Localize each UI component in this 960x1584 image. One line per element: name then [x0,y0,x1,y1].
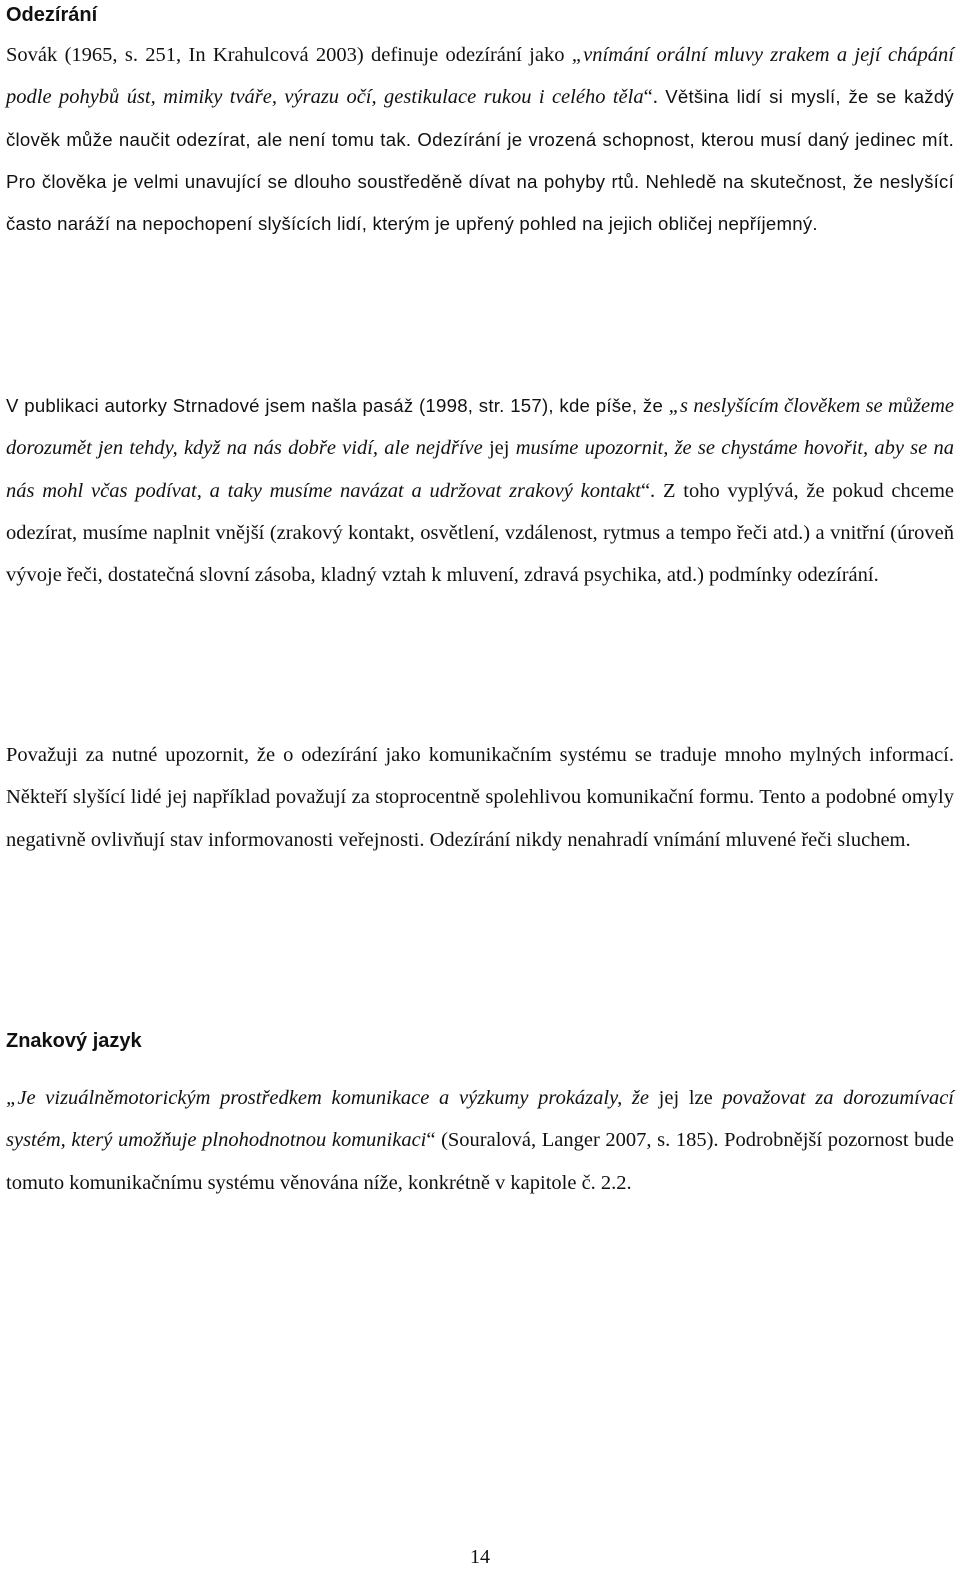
paragraph-segment-quote: „Je vizuálněmotorickým prostředkem komunikace a výzkumy prokázaly, že [6,1087,659,1109]
paragraph-segment: jej [488,437,516,460]
paragraph-odezirani-definition [6,34,954,245]
paragraph-segment: jej lze [658,1087,723,1109]
paragraph-misconceptions [6,734,954,861]
paragraph-segment: Většina lidí si myslí, že se každý člověk může naučit odezírat, ale není tomu tak. Odezírání je vrozená schopnost, kterou musí daný jedinec mít. Pro člověka je velmi unavující se dlouho soustředěně dívat na pohyby rtů. Nehledě na skutečnost, že neslyšící často naráží na nepochopení slyšících lidí, kterým je upřený pohled na jejich obličej nepříjemný. [6,86,954,235]
paragraph-segment-quote: musíme upozornit, že se chystáme hovořit, aby se na nás mohl včas podívat, a taky musíme navázat a udržovat zrakový kontakt [6,437,954,502]
paragraph-segment: “ (Souralová, Langer 2007, s. 185). Podrobnější pozornost bude tomuto komunikačnímu systému věnována níže, konkrétně v kapitole č. 2.2. [6,1129,954,1194]
paragraph-segment-quote: považovat za dorozumívací systém, který umožňuje plnohodnotnou komunikaci [6,1087,954,1152]
section-heading-znakovy-jazyk: Znakový jazyk [6,1030,142,1052]
paragraph-segment: V publikaci autorky Strnadové jsem našla pasáž (1998, str. 157), kde píše, že [6,395,669,416]
paragraph-segment-quote: „s neslyšícím člověkem se můžeme dorozumět jen tehdy, když na nás dobře vidí, ale nejdříve [6,395,954,460]
paragraph-sign-language [6,1077,954,1204]
paragraph-segment: “. [643,86,666,109]
page-number: 14 [470,1546,490,1568]
paragraph-segment: “. Z toho vyplývá, že pokud chceme odezírat, musíme naplnit vnější (zrakový kontakt, osvětlení, vzdálenost, rytmus a tempo řeči atd.) a vnitřní (úroveň vývoje řeči, dostatečná slovní zásoba, kladný vztah k mluvení, zdravá psychika, atd.) podmínky odezírání. [6,479,955,587]
section-heading-odezirani: Odezírání [6,4,98,26]
paragraph-strnadova [6,385,954,596]
paragraph-segment: Považuji za nutné upozornit, že o odezírání jako komunikačním systému se traduje mnoho mylných informací. Někteří slyšící lidé jej například považují za stoprocentně spolehlivou komunikační formu. Tento a podobné omyly negativně ovlivňují stav informovanosti veřejnosti. Odezírání nikdy nenahradí vnímání mluvené řeči sluchem. [6,744,954,851]
paragraph-segment-quote: „vnímání orální mluvy zrakem a její chápání podle pohybů úst, mimiky tváře, výrazu očí, gestikulace rukou i celého těla [6,44,954,109]
paragraph-segment: Sovák (1965, s. 251, In Krahulcová 2003) definuje odezírání jako [6,44,572,66]
